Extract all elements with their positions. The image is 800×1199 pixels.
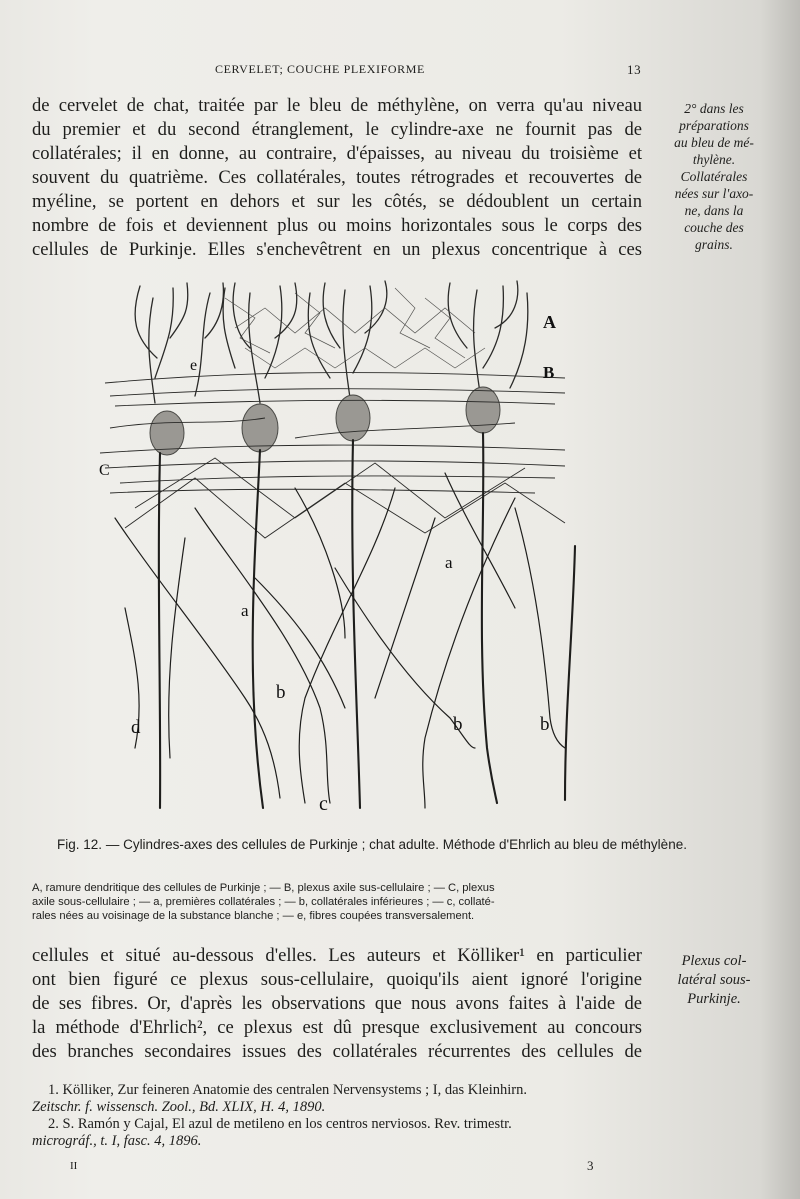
- page-number: 13: [627, 62, 642, 77]
- margin-note-line: Purkinje.: [687, 991, 741, 1007]
- text-line: cellules et situé au-dessous d'elles. Les auteurs et Kölliker¹ en particulier: [32, 945, 642, 966]
- footnote-1: 1. Kölliker, Zur feineren Anatomie des centralen Nervensystems ; I, das Kleinhirn.: [48, 1082, 527, 1098]
- dendritic-arbor: [135, 281, 528, 403]
- purkinje-cell-bodies: [150, 387, 500, 455]
- text-line: de ses fibres. Or, d'après les observations que nous avons faites à l'aide de: [32, 993, 642, 1014]
- label-e: e: [190, 357, 198, 374]
- label-c: c: [319, 793, 328, 815]
- label-A: A: [543, 312, 556, 332]
- margin-note-2: [662, 952, 766, 1009]
- margin-note-line: Collatérales: [680, 169, 748, 184]
- legend-line: A, ramure dendritique des cellules de Purkinje ; — B, plexus axile sus-cellulaire ; — C, plexus: [32, 882, 495, 894]
- text-line: ont bien figuré ce plexus sous-cellulaire, quoiqu'ils aient ignoré l'origine: [32, 969, 642, 990]
- text-line: de cervelet de chat, traitée par le bleu de méthylène, on verra qu'au niveau: [32, 95, 642, 116]
- margin-note-line: Plexus col-: [681, 953, 747, 969]
- figure-caption: [32, 836, 712, 854]
- label-d: d: [131, 717, 141, 738]
- text-line: des branches secondaires issues des collatérales récurrentes des cellules de: [32, 1041, 642, 1062]
- footnote-2: 2. S. Ramón y Cajal, El azul de metileno en los centros nerviosos. Rev. trimestr.: [48, 1116, 512, 1132]
- text-line: du premier et du second étranglement, le cylindre-axe ne fournit pas de: [32, 119, 642, 140]
- label-b3: b: [540, 714, 550, 735]
- label-b1: b: [276, 682, 286, 703]
- margin-note-line: nées sur l'axo-: [674, 186, 754, 201]
- label-B: B: [543, 363, 555, 382]
- signature-mark: II: [70, 1160, 78, 1172]
- label-a2: a: [445, 553, 453, 572]
- purkinje-axons: [159, 433, 575, 808]
- footnote-2-ref: micrográf., t. I, fasc. 4, 1896.: [32, 1133, 202, 1149]
- text-line: myéline, se portent en dehors et sur les côtés, se dédoublent un certain: [32, 191, 642, 212]
- margin-note-line: au bleu de mé-: [674, 135, 754, 150]
- running-head-title: CERVELET; COUCHE PLEXIFORME: [215, 62, 425, 76]
- margin-note-line: grains.: [695, 237, 733, 252]
- fine-dendrite-mesh: [225, 288, 485, 368]
- collateral-fibers: [115, 473, 565, 808]
- figure-legend: [32, 881, 644, 923]
- text-line: nombre de fois et deviennent plus ou moins horizontales sous le corps des: [32, 215, 642, 236]
- text-line: collatérales; il en donne, au contraire, d'épaisses, au niveau du troisième et: [32, 143, 642, 164]
- footnote-1-ref: Zeitschr. f. wissensch. Zool., Bd. XLIX, H. 4, 1890.: [32, 1099, 326, 1115]
- legend-line: rales nées au voisinage de la substance blanche ; — e, fibres coupées transversalement.: [32, 910, 475, 922]
- margin-note-line: préparations: [679, 118, 749, 133]
- figure-purkinje-axons: [95, 278, 585, 818]
- margin-note-line: ne, dans la: [684, 203, 744, 218]
- margin-note-line: latéral sous-: [677, 972, 751, 988]
- text-line: cellules de Purkinje. Elles s'enchevêtrent en un plexus concentrique à ces: [32, 239, 642, 260]
- paragraph-1: [32, 94, 642, 262]
- text-line: la méthode d'Ehrlich², ce plexus est dû presque exclusivement au concours: [32, 1017, 642, 1038]
- figure-number: Fig. 12.: [57, 837, 103, 852]
- folio: 3: [587, 1158, 594, 1173]
- margin-note-line: couche des: [684, 220, 744, 235]
- figure-caption-text: — Cylindres-axes des cellules de Purkinje ; chat adulte. Méthode d'Ehrlich au bleu de méthylène.: [105, 837, 687, 852]
- legend-line: axile sous-cellulaire ; — a, premières collatérales ; — b, collatérales inférieures ; — c, collaté-: [32, 896, 495, 908]
- text-line: souvent du quatrième. Ces collatérales, toutes rétrogrades et recouvertes de: [32, 167, 642, 188]
- purkinje-illustration: [95, 278, 585, 818]
- label-b2: b: [453, 714, 463, 735]
- running-head: [0, 62, 800, 80]
- paragraph-2: [32, 944, 642, 1064]
- margin-note-1: [662, 100, 766, 253]
- footnotes: [32, 1082, 652, 1150]
- margin-note-line: thylène.: [692, 152, 736, 167]
- margin-note-line: 2° dans les: [684, 101, 744, 116]
- label-C: C: [99, 462, 110, 479]
- label-a1: a: [241, 601, 249, 620]
